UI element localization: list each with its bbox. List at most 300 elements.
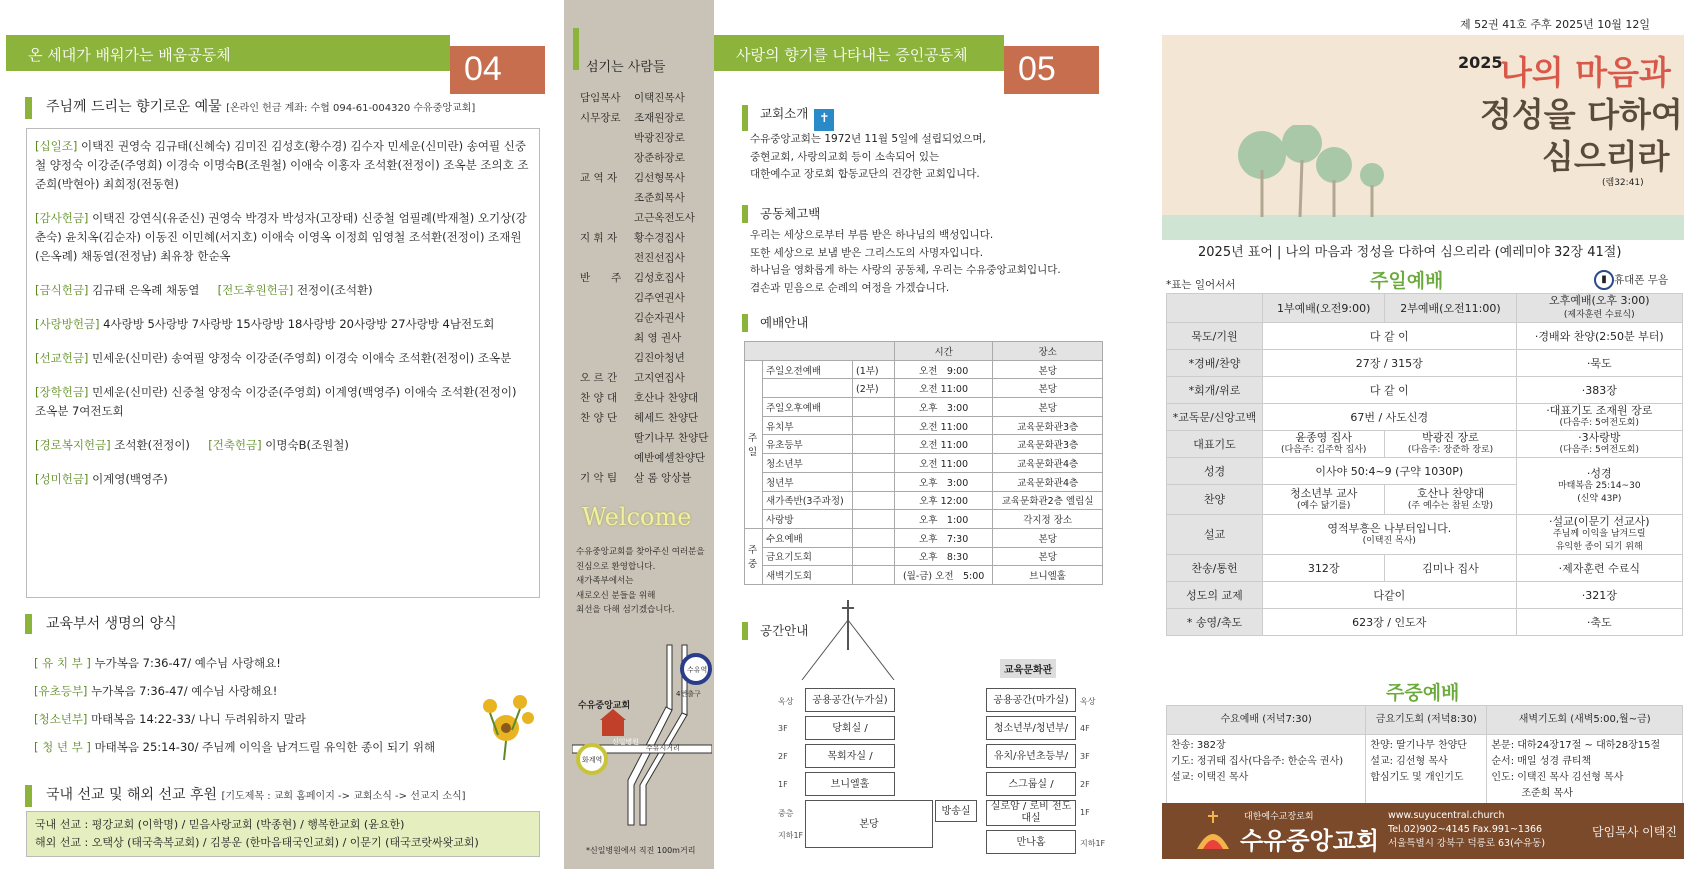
offering-group	[35, 436, 531, 455]
footer-phone: Tel.02)902~4145 Fax.991~1366	[1388, 824, 1543, 835]
footer-church-name: 수유중앙교회	[1240, 827, 1380, 855]
cell-line: 67번 / 사도신경	[1350, 410, 1429, 424]
order-label: 대표기도	[1167, 431, 1263, 458]
server-row	[580, 188, 708, 208]
worship-place: 본당	[993, 379, 1103, 398]
server-role: 찬 양 대	[580, 392, 618, 404]
worship-row	[745, 472, 1103, 491]
server-role: 오 르 간	[580, 372, 618, 384]
server-row	[580, 428, 708, 448]
weekday-details	[1366, 735, 1487, 806]
education-building-label: 교육문화관	[1000, 659, 1056, 678]
server-row	[580, 348, 708, 368]
weekday-line: 찬양: 딸기나무 찬양단	[1370, 740, 1467, 751]
education-title	[25, 614, 325, 634]
worship-name: 청소년부	[763, 454, 853, 473]
offering-names: 이계영(백영주)	[88, 472, 168, 486]
welcome-title: Welcome	[582, 503, 692, 531]
cell-line: 주님께 이익을 남겨드릴	[1552, 529, 1646, 539]
worship-time: 오전 11:00	[895, 435, 993, 454]
server-name: 김선형목사	[634, 172, 685, 184]
worship-name: 유치부	[763, 416, 853, 435]
church-intro-title-text: 교회소개	[760, 106, 809, 121]
cell-line: ·성경	[1586, 466, 1612, 480]
education-title-text: 교육부서 생명의 양식	[46, 616, 177, 632]
confession-line: 겸손과 믿음으로 순례의 여정을 가겠습니다.	[750, 281, 950, 294]
education-verse: 누가복음 7:36-47/ 예수님 사랑해요!	[90, 656, 281, 670]
order-merged	[1263, 458, 1517, 485]
education-list	[34, 649, 534, 761]
server-row	[580, 228, 708, 248]
worship-name	[763, 379, 853, 398]
floor-label-right: 지하1F	[1080, 839, 1106, 848]
room-left: 방송실	[935, 800, 977, 822]
banner-line-3: 심으리라	[1542, 137, 1670, 176]
server-name: 딸기나무 찬양단	[634, 432, 709, 444]
order-label: 묵도/기원	[1167, 323, 1263, 350]
room-left: 목회자실 /	[805, 744, 895, 768]
offering-group	[35, 383, 531, 421]
weekday-worship-title: 주중예배	[1386, 682, 1460, 704]
worship-place: 교육문화관4층	[993, 454, 1103, 473]
order-label: 찬송/통헌	[1167, 555, 1263, 582]
cell-line: 다같이	[1373, 588, 1406, 602]
server-row	[580, 408, 708, 428]
cell-line: ·대표기도 조재원 장로	[1546, 404, 1653, 417]
floor-label-right: 1F	[1080, 808, 1090, 817]
server-role	[580, 128, 634, 148]
weekday-line: 조준희 목사	[1491, 788, 1573, 799]
education-dept: [ 청 년 부 ]	[34, 740, 91, 754]
server-role	[580, 288, 634, 308]
offering-label: [장학헌금]	[35, 385, 89, 399]
worship-place: 각지정 장소	[993, 510, 1103, 529]
offering-label: [건축헌금]	[208, 438, 262, 452]
servers-title: 섬기는 사람들	[586, 60, 666, 75]
offering-names: 전정이(조석환)	[293, 283, 373, 297]
order-label: 성경	[1167, 458, 1263, 485]
weekday-line: 합심기도 및 개인기도	[1370, 772, 1464, 783]
theme-banner	[1162, 35, 1684, 240]
stand-note: *표는 일어서서	[1166, 279, 1236, 291]
worship-part: (1부)	[853, 360, 895, 379]
offering-names: 이명숙B(조원철)	[261, 438, 349, 452]
order-afternoon	[1516, 377, 1682, 404]
worship-part	[853, 398, 895, 417]
offering-label: [경로복지헌금]	[35, 438, 111, 452]
server-name: 김성호집사	[634, 272, 685, 284]
worship-row	[745, 528, 1103, 547]
room-left: 본당	[805, 800, 933, 848]
worship-header: 장소	[993, 342, 1103, 361]
cell-line: 마태복음 25:14~30	[1557, 480, 1641, 491]
server-name: 고근옥전도사	[634, 212, 695, 224]
banner-ref: (렘32:41)	[1602, 178, 1644, 188]
suyu-station-label: 수유역	[687, 666, 708, 674]
server-row	[580, 148, 708, 168]
worship-time: 오후 12:00	[895, 491, 993, 510]
offering-label: [전도후원헌금]	[217, 283, 294, 297]
floor-label-right: 4F	[1080, 724, 1090, 733]
order-merged	[1263, 515, 1517, 555]
server-role: 기 악 팀	[580, 472, 618, 484]
cell-line: ·경배와 찬양(2:50분 부터)	[1534, 329, 1664, 343]
server-row	[580, 468, 708, 488]
cell-line: 호산나 찬양대	[1416, 486, 1485, 500]
welcome-line: 수유중앙교회를 찾아주신 여러분을	[576, 547, 705, 557]
worship-time: 오후 7:30	[895, 528, 993, 547]
server-name: 이택진목사	[634, 92, 685, 104]
server-name: 고지연집사	[634, 372, 685, 384]
worship-name: 주일오후예배	[763, 398, 853, 417]
banner-line-2: 정성을 다하여	[1480, 95, 1683, 134]
cell-line: (신약 43P)	[1577, 493, 1622, 504]
header-blank	[1167, 294, 1263, 323]
welcome-line: 새로오신 분들을 위해	[576, 590, 656, 601]
worship-time: 오후 8:30	[895, 547, 993, 566]
offering-names: 김규태 은옥례 채동열	[88, 283, 200, 297]
page-number-05: 05	[1004, 46, 1099, 94]
order-row	[1167, 323, 1683, 350]
worship-row	[745, 454, 1103, 473]
education-item	[34, 705, 534, 733]
server-name: 박광진장로	[634, 132, 685, 144]
footer-website[interactable]: www.suyucentral.church	[1388, 810, 1505, 821]
worship-place: 본당	[993, 360, 1103, 379]
server-row	[580, 308, 708, 328]
room-right: 공용공간(마가실)	[986, 688, 1076, 712]
cell-line: 623장 / 인도자	[1352, 615, 1427, 629]
weekday-line: 설교: 이택진 목사	[1171, 772, 1249, 783]
education-dept: [유초등부]	[34, 684, 88, 698]
worship-header: 시간	[895, 342, 993, 361]
footer-address: 서울특별시 강북구 덕릉로 63(수유동)	[1388, 838, 1546, 849]
offering-spacer	[190, 438, 208, 452]
weekday-worship-table	[1166, 705, 1683, 806]
cross-icon: ✝	[814, 109, 834, 131]
church-logo-icon	[1194, 809, 1232, 853]
worship-name: 수요예배	[763, 528, 853, 547]
worship-part	[853, 528, 895, 547]
floor-label-left: 옥상	[778, 697, 794, 706]
offering-list	[26, 128, 540, 598]
welcome-text	[576, 545, 705, 618]
intro-line: 대한예수교 장로회 합동교단의 건강한 교회입니다.	[750, 168, 980, 180]
worship-name: 금요기도회	[763, 547, 853, 566]
worship-place: 본당	[993, 528, 1103, 547]
cell-line: 박광진 장로	[1422, 431, 1479, 444]
server-row	[580, 328, 708, 348]
order-row	[1167, 431, 1683, 458]
server-name: 황수경집사	[634, 232, 685, 244]
footer-denomination: 대한예수교장로회	[1244, 812, 1314, 822]
phone-icon: ▮	[1594, 270, 1614, 290]
worship-part	[853, 416, 895, 435]
offering-names: 이택진 강연식(유준신) 권영숙 박경자 박성자(고장태) 신중철 엄필례(박재철) 오기상(강춘숙) 윤치옥(김순자) 이동진 이민혜(서지호) 이애숙 이영옥 이정희 임영철 조석환(전정이) 조재원(은옥례) 채동열(전정남) 최유창 한순옥	[35, 211, 527, 263]
cell-line: ·383장	[1581, 383, 1617, 397]
room-left: 당회실 /	[805, 716, 895, 740]
worship-part	[853, 566, 895, 585]
server-role	[580, 308, 634, 328]
cell-line: 유익한 종이 되기 위해	[1555, 542, 1643, 552]
worship-place: 교육문화관2층 엘림실	[993, 491, 1103, 510]
server-row	[580, 288, 708, 308]
cell-line: 다 같 이	[1369, 383, 1409, 397]
server-row	[580, 388, 708, 408]
order-row	[1167, 458, 1683, 485]
education-item	[34, 649, 534, 677]
worship-row	[745, 510, 1103, 529]
server-row	[580, 168, 708, 188]
worship-row	[745, 398, 1103, 417]
cell-line: ·묵도	[1586, 356, 1612, 370]
server-role: 반 주	[580, 272, 622, 284]
sunday-worship-title: 주일예배	[1370, 270, 1444, 292]
cell-line: (다음주: 김주학 집사)	[1281, 445, 1367, 455]
offering-group	[35, 349, 531, 368]
weekday-header: 새벽기도회 (새벽5:00,월~금)	[1487, 706, 1683, 735]
order-afternoon	[1516, 609, 1682, 636]
order-afternoon	[1516, 555, 1682, 582]
offering-names: 조석환(전정이)	[110, 438, 190, 452]
floor-label-right: 2F	[1080, 780, 1090, 789]
floor-label-left: 2F	[778, 752, 788, 761]
intro-line: 수유중앙교회는 1972년 11월 5일에 설립되었으며,	[750, 133, 986, 145]
worship-part	[853, 510, 895, 529]
mission-box	[26, 811, 540, 857]
server-name: 최 영 권사	[634, 332, 682, 344]
sunflower-illustration	[478, 690, 538, 760]
cell-line: ·설교(이문기 선교사)	[1548, 515, 1650, 528]
room-left: 브니엘홀	[805, 772, 895, 796]
map-church-label: 수유중앙교회	[578, 701, 631, 711]
server-role	[580, 348, 634, 368]
server-name: 김순자권사	[634, 312, 685, 324]
worship-name: 주일오전예배	[763, 360, 853, 379]
worship-time: 오후 1:00	[895, 510, 993, 529]
order-first	[1263, 485, 1385, 515]
cell-line: 윤종영 집사	[1295, 431, 1353, 444]
cell-line: 312장	[1307, 561, 1340, 575]
worship-place: 교육문화관4층	[993, 472, 1103, 491]
header-blank	[745, 342, 895, 361]
weekday-line: 순서: 매일 성경 큐티책	[1491, 756, 1592, 767]
server-row	[580, 108, 708, 128]
order-first	[1263, 555, 1385, 582]
server-row	[580, 368, 708, 388]
offering-group	[35, 137, 531, 194]
weekday-line: 설교: 김선형 목사	[1370, 756, 1448, 767]
worship-row	[745, 360, 1103, 379]
phone-silent-note	[1594, 270, 1668, 290]
yearly-motto: 2025년 표어 | 나의 마음과 정성을 다하여 심으리라 (예레미야 32장 41절)	[1198, 245, 1622, 260]
worship-part	[853, 491, 895, 510]
worship-place: 브니엘홀	[993, 566, 1103, 585]
weekday-details	[1167, 735, 1366, 806]
server-role	[580, 448, 634, 468]
order-merged	[1263, 350, 1517, 377]
offering-label: [금식헌금]	[35, 283, 89, 297]
floor-label-left: 1F	[778, 780, 788, 789]
cell-line: 27장 / 315장	[1355, 356, 1423, 370]
room-right: 유치/유년초등부/	[986, 744, 1076, 768]
left-header: 온 세대가 배워가는 배움공동체	[6, 35, 450, 71]
space-info-title: 공간안내	[742, 622, 808, 640]
server-row	[580, 208, 708, 228]
order-first	[1263, 431, 1385, 458]
sunday-order-table	[1166, 293, 1683, 636]
floor-label-right: 3F	[1080, 752, 1090, 761]
cell-line: (다음주: 5여전도회)	[1559, 418, 1640, 428]
order-row	[1167, 350, 1683, 377]
order-label: * 송영/축도	[1167, 609, 1263, 636]
offering-names: 4사랑방 5사랑방 7사랑방 15사랑방 18사랑방 20사랑방 27사랑방 4남전도회	[99, 317, 495, 331]
cell-line: ·3사랑방	[1578, 431, 1621, 444]
server-name: 조재원장로	[634, 112, 685, 124]
server-role	[580, 328, 634, 348]
weekday-line: 본문: 대하24장17절 ~ 대하28장15절	[1491, 740, 1661, 751]
confession-title: 공동체고백	[742, 205, 820, 223]
server-role: 지 휘 자	[580, 232, 618, 244]
room-right: 청소년부/청년부/	[986, 716, 1076, 740]
offering-group	[35, 281, 531, 300]
server-row	[580, 448, 708, 468]
cell-line: (이택진 목사)	[1362, 535, 1416, 546]
server-role: 교 역 자	[580, 172, 618, 184]
domestic-mission: 국내 선교 : 평강교회 (이학명) / 믿음사랑교회 (박종현) / 행복한교회 (윤요한)	[35, 818, 405, 831]
confession-line: 우리는 세상으로부터 부름 받은 하나님의 백성입니다.	[750, 229, 994, 241]
worship-part	[853, 435, 895, 454]
cell-line: (다음주: 장준하 장로)	[1407, 445, 1494, 455]
weekday-header: 수요예배 (저녁7:30)	[1167, 706, 1366, 735]
weekday-line: 기도: 정귀태 집사(다음주: 한순옥 권사)	[1171, 756, 1344, 767]
order-merged	[1263, 404, 1517, 431]
server-role	[580, 208, 634, 228]
order-merged	[1263, 609, 1517, 636]
servers-title-bar	[573, 28, 579, 70]
worship-row	[745, 435, 1103, 454]
welcome-line: 새가족부에서는	[576, 576, 634, 586]
banner-year: 2025	[1458, 53, 1503, 72]
intro-line: 중현교회, 사랑의교회 등이 소속되어 있는	[750, 150, 940, 163]
server-name: 예반예셀찬양단	[634, 452, 706, 464]
order-row	[1167, 404, 1683, 431]
cell-line: 영적부흥은 나부터입니다.	[1327, 521, 1452, 535]
church-footer	[1162, 803, 1684, 859]
worship-place: 교육문화관3층	[993, 416, 1103, 435]
mission-title	[25, 785, 545, 807]
confession-line: 하나님을 영화롭게 하는 사랑의 공동체, 우리는 수유중앙교회입니다.	[750, 264, 1061, 276]
worship-time: 오후 3:00	[895, 472, 993, 491]
service-header-pm-title: 오후예배(오후 3:00)	[1549, 294, 1650, 307]
worship-row	[745, 547, 1103, 566]
order-label: *경배/찬양	[1167, 350, 1263, 377]
server-role: 찬 양 단	[580, 412, 618, 424]
server-row	[580, 128, 708, 148]
order-row	[1167, 377, 1683, 404]
order-afternoon	[1516, 350, 1682, 377]
worship-time: 오전 11:00	[895, 454, 993, 473]
order-label: *교독문/신앙고백	[1167, 404, 1263, 431]
worship-time: 오전 9:00	[895, 360, 993, 379]
order-afternoon	[1516, 515, 1682, 555]
cell-line: 다 같 이	[1369, 329, 1409, 343]
weekday-line: 찬송: 382장	[1171, 740, 1226, 751]
order-label: 찬양	[1167, 485, 1263, 515]
floor-label-left: 중층	[778, 809, 794, 818]
order-label: 설교	[1167, 515, 1263, 555]
worship-time: 오전 11:00	[895, 379, 993, 398]
server-name: 헤세드 찬양단	[634, 412, 699, 424]
cell-line: ·321장	[1581, 588, 1617, 602]
confession-line: 또한 세상으로 보냄 받은 그리스도의 사명자입니다.	[750, 246, 984, 259]
weekday-details	[1487, 735, 1683, 806]
weekday-group-label: 주중	[745, 528, 763, 584]
location-map	[572, 625, 712, 840]
offering-names: 민세운(신미란) 송여필 양정숙 이강준(주영희) 이경숙 이애숙 조석환(전정이) 조옥분	[88, 351, 512, 365]
map-note: *신일병원에서 직진 100m거리	[586, 846, 696, 855]
church-intro-text	[750, 131, 986, 184]
worship-row	[745, 379, 1103, 398]
order-second	[1385, 485, 1516, 515]
server-name: 김진아청년	[634, 352, 685, 364]
weekday-line: 인도: 이택진 목사 김선형 목사	[1491, 772, 1624, 783]
worship-name: 사랑방	[763, 510, 853, 529]
worship-schedule-table	[744, 341, 1103, 585]
sunday-group-label: 주일	[745, 360, 763, 528]
worship-part	[853, 472, 895, 491]
service-header-pm	[1516, 294, 1682, 323]
server-name: 조준희목사	[634, 192, 685, 204]
education-verse: 마태복음 14:22-33/ 나니 두려워하지 말라	[87, 712, 306, 726]
order-row	[1167, 515, 1683, 555]
server-name: 전진선집사	[634, 252, 685, 264]
cell-line: 청소년부 교사	[1290, 486, 1358, 500]
cell-line: 이사야 50:4~9 (구약 1030P)	[1315, 464, 1464, 478]
server-role: 시무장로	[580, 112, 621, 124]
offering-title	[25, 97, 545, 119]
order-afternoon	[1516, 458, 1682, 515]
worship-part: (2부)	[853, 379, 895, 398]
room-right: 실로암 / 로비 전도대실	[986, 800, 1076, 826]
server-role	[580, 188, 634, 208]
issue-info: 제 52권 41호 주후 2025년 10월 12일	[1460, 18, 1650, 31]
server-row	[580, 248, 708, 268]
offering-label: [십일조]	[35, 139, 78, 153]
server-role	[580, 148, 634, 168]
offering-names: 민세운(신미란) 신중철 양정숙 이강준(주영희) 이계영(백영주) 이애숙 조석환(전정이) 조옥분 7여전도회	[35, 385, 517, 418]
floor-label-left: 3F	[778, 724, 788, 733]
room-right: 스그룹실 /	[986, 772, 1076, 796]
middle-header: 사랑의 향기를 나타내는 증인공동체	[714, 35, 1004, 71]
order-label: 성도의 교제	[1167, 582, 1263, 609]
mission-title-text: 국내 선교 및 해외 선교 후원	[46, 787, 218, 803]
cell-line: (다음주: 5여전도회)	[1559, 445, 1640, 455]
order-second	[1385, 555, 1516, 582]
server-name: 김주연권사	[634, 292, 685, 304]
offering-spacer	[199, 283, 217, 297]
order-merged	[1263, 582, 1517, 609]
order-merged	[1263, 323, 1517, 350]
worship-name: 새벽기도회	[763, 566, 853, 585]
offering-names: 이택진 권영숙 김규태(신혜숙) 김미진 김성호(황수경) 김수자 민세운(신미란) 송여필 신중철 양정숙 이강준(주영희) 이경숙 이명숙B(조원철) 이애숙 이홍자 조석환(전정이) 조옥분 조의호 조준희(박현아) 최희정(전동현)	[35, 139, 529, 191]
worship-name: 유초등부	[763, 435, 853, 454]
welcome-line: 진심으로 환영합니다.	[576, 561, 656, 572]
cell-line: 김미나 집사	[1422, 561, 1479, 575]
worship-part	[853, 547, 895, 566]
phone-note-text: 휴대폰 무음	[1614, 274, 1669, 286]
server-name: 호산나 찬양대	[634, 392, 699, 404]
